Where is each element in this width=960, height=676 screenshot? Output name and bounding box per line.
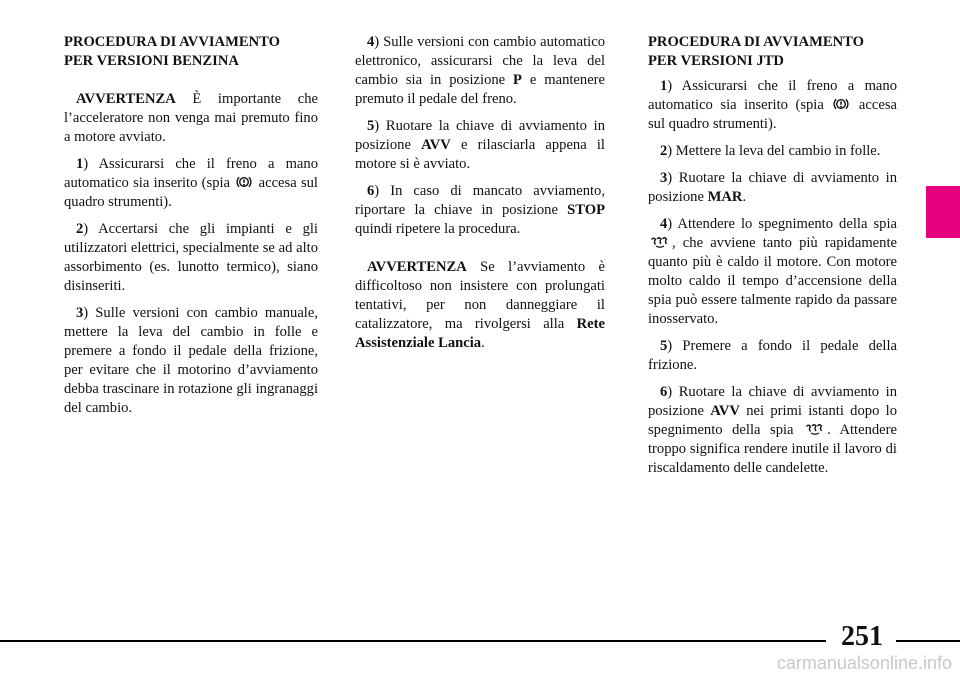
step-1-petrol: 1) Assicurarsi che il freno a mano automatico sia inserito (spia accesa sul quadro strumenti). — [64, 156, 318, 210]
step-4-petrol: 4) Sulle versioni con cambio automatico elettronico, assicurarsi che la leva del cambio sia in posizione P e mantenere premuto il pedale del freno. — [355, 34, 606, 107]
brake-warning-icon — [236, 175, 252, 189]
step-3-jtd: 3) Ruotare la chiave di avviamento in posizione MAR. — [648, 170, 897, 205]
step-1-jtd: 1) Assicurarsi che il freno a mano automatico sia inserito (spia accesa sul quadro strumenti). — [648, 78, 897, 132]
column-petrol-continued — [355, 33, 605, 361]
step-5-petrol: 5) Ruotare la chiave di avviamento in posizione AVV e rilasciarla appena il motore si è avviato. — [355, 118, 605, 172]
page-number: 251 — [841, 621, 883, 652]
warning-petrol: AVVERTENZA È importante che l’acceleratore non venga mai premuto fino a motore avviato. — [64, 91, 318, 145]
column-jtd-procedure — [648, 33, 897, 486]
heading-petrol: PROCEDURA DI AVVIAMENTO PER VERSIONI BENZINA — [64, 34, 280, 69]
column-petrol-procedure — [64, 33, 318, 426]
step-2-jtd: 2) Mettere la leva del cambio in folle. — [660, 143, 881, 159]
warning-catalyst: AVVERTENZA Se l’avviamento è difficoltoso non insistere con prolungati tentativi, per non danneggiare il catalizzatore, ma rivolgersi alla Rete Assistenziale Lancia. — [355, 259, 605, 351]
step-2-petrol: 2) Accertarsi che gli impianti e gli utilizzatori elettrici, specialmente se ad alto assorbimento (es. lunotto termico), siano disinseriti. — [64, 221, 318, 294]
glow-plug-icon — [650, 236, 670, 249]
glow-plug-icon — [805, 423, 825, 436]
step-5-jtd: 5) Premere a fondo il pedale della frizione. — [648, 338, 897, 373]
footer-rule — [0, 640, 960, 642]
heading-jtd: PROCEDURA DI AVVIAMENTO PER VERSIONI JTD — [648, 34, 864, 69]
section-tab-marker — [926, 186, 960, 238]
step-3-petrol: 3) Sulle versioni con cambio manuale, mettere la leva del cambio in folle e premere a fondo il pedale della frizione, per evitare che il motorino d’avviamento debba trascinare in rotazione gli ingranaggi del cambio. — [64, 305, 318, 416]
step-4-jtd: 4) Attendere lo spegnimento della spia , che avviene tanto più rapidamente quanto più è caldo il motore. Con motore molto caldo il tempo d’accensione della spia può essere talmente rapido da passare inosservato. — [648, 216, 897, 327]
watermark: carmanualsonline.info — [776, 653, 952, 673]
step-6-petrol: 6) In caso di mancato avviamento, riportare la chiave in posizione STOP quindi ripetere la procedura. — [355, 183, 605, 237]
brake-warning-icon — [833, 97, 849, 111]
step-6-jtd: 6) Ruotare la chiave di avviamento in posizione AVV nei primi istanti dopo lo spegnimento della spia . Attendere troppo significa rendere inutile il lavoro di riscaldamento delle candelette. — [648, 384, 897, 476]
